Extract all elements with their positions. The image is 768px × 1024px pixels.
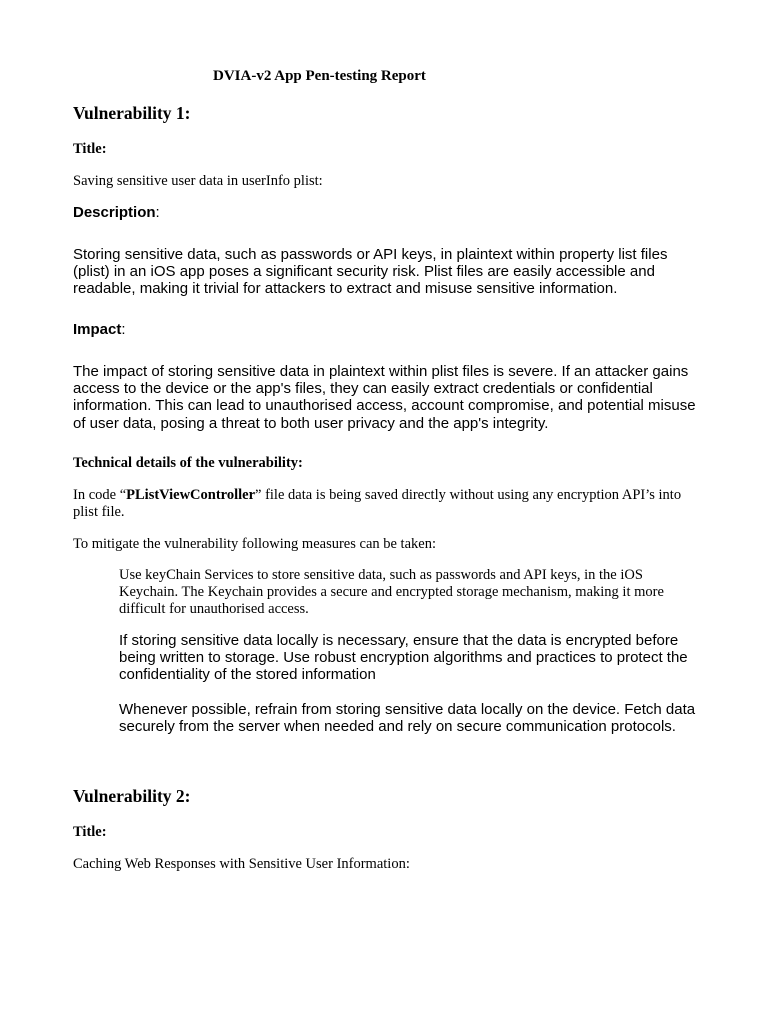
impact-text: The impact of storing sensitive data in plaintext within plist files is severe. If an attacker gains access to the device or the app's files, they can easily extract credentials or confidential information. This can lead to unauthorised access, account compromise, and potential misuse of user data, posing a threat to both user privacy and the app's integrity. bbox=[73, 363, 696, 432]
vulnerability-1-title-label: Title: bbox=[73, 141, 107, 157]
mitigation-intro: To mitigate the vulnerability following measures can be taken: bbox=[73, 536, 436, 552]
mitigation-item: Whenever possible, refrain from storing sensitive data locally on the device. Fetch data securely from the server when needed and rely on secure communication protocols. bbox=[119, 701, 696, 736]
vulnerability-2-title-text: Caching Web Responses with Sensitive User Information: bbox=[73, 856, 410, 872]
description-label bbox=[73, 204, 160, 221]
code-prefix: In code “ bbox=[73, 487, 127, 503]
impact-label-colon: : bbox=[121, 321, 126, 338]
vulnerability-1-heading: Vulnerability 1: bbox=[73, 103, 191, 123]
description-label-text: Description bbox=[73, 204, 156, 221]
impact-label bbox=[73, 321, 126, 338]
mitigation-item: Use keyChain Services to store sensitive data, such as passwords and API keys, in the iOS Keychain. The Keychain provides a secure and encrypted storage mechanism, making it more difficult for unauthorised access. bbox=[119, 567, 664, 617]
technical-details-text bbox=[73, 487, 703, 520]
technical-details-label: Technical details of the vulnerability: bbox=[73, 455, 303, 471]
description-text: Storing sensitive data, such as passwords or API keys, in plaintext within property list files (plist) in an iOS app poses a significant security risk. Plist files are easily accessible and readable, making it trivial for attackers to extract and misuse sensitive information. bbox=[73, 246, 668, 298]
report-title: DVIA-v2 App Pen-testing Report bbox=[213, 68, 426, 84]
vulnerability-1-title-text: Saving sensitive user data in userInfo plist: bbox=[73, 173, 323, 189]
code-class-name: PListViewController bbox=[126, 487, 256, 503]
vulnerability-2-heading: Vulnerability 2: bbox=[73, 786, 191, 806]
mitigation-item: If storing sensitive data locally is necessary, ensure that the data is encrypted before being written to storage. Use robust encryption algorithms and practices to protect the confidentiality of the stored information bbox=[119, 632, 688, 684]
impact-label-text: Impact bbox=[73, 321, 122, 338]
description-label-colon: : bbox=[155, 204, 160, 221]
vulnerability-2-title-label: Title: bbox=[73, 824, 107, 840]
code-suffix: ” file data is being saved directly without using any encryption API’s into plist file. bbox=[73, 487, 682, 520]
